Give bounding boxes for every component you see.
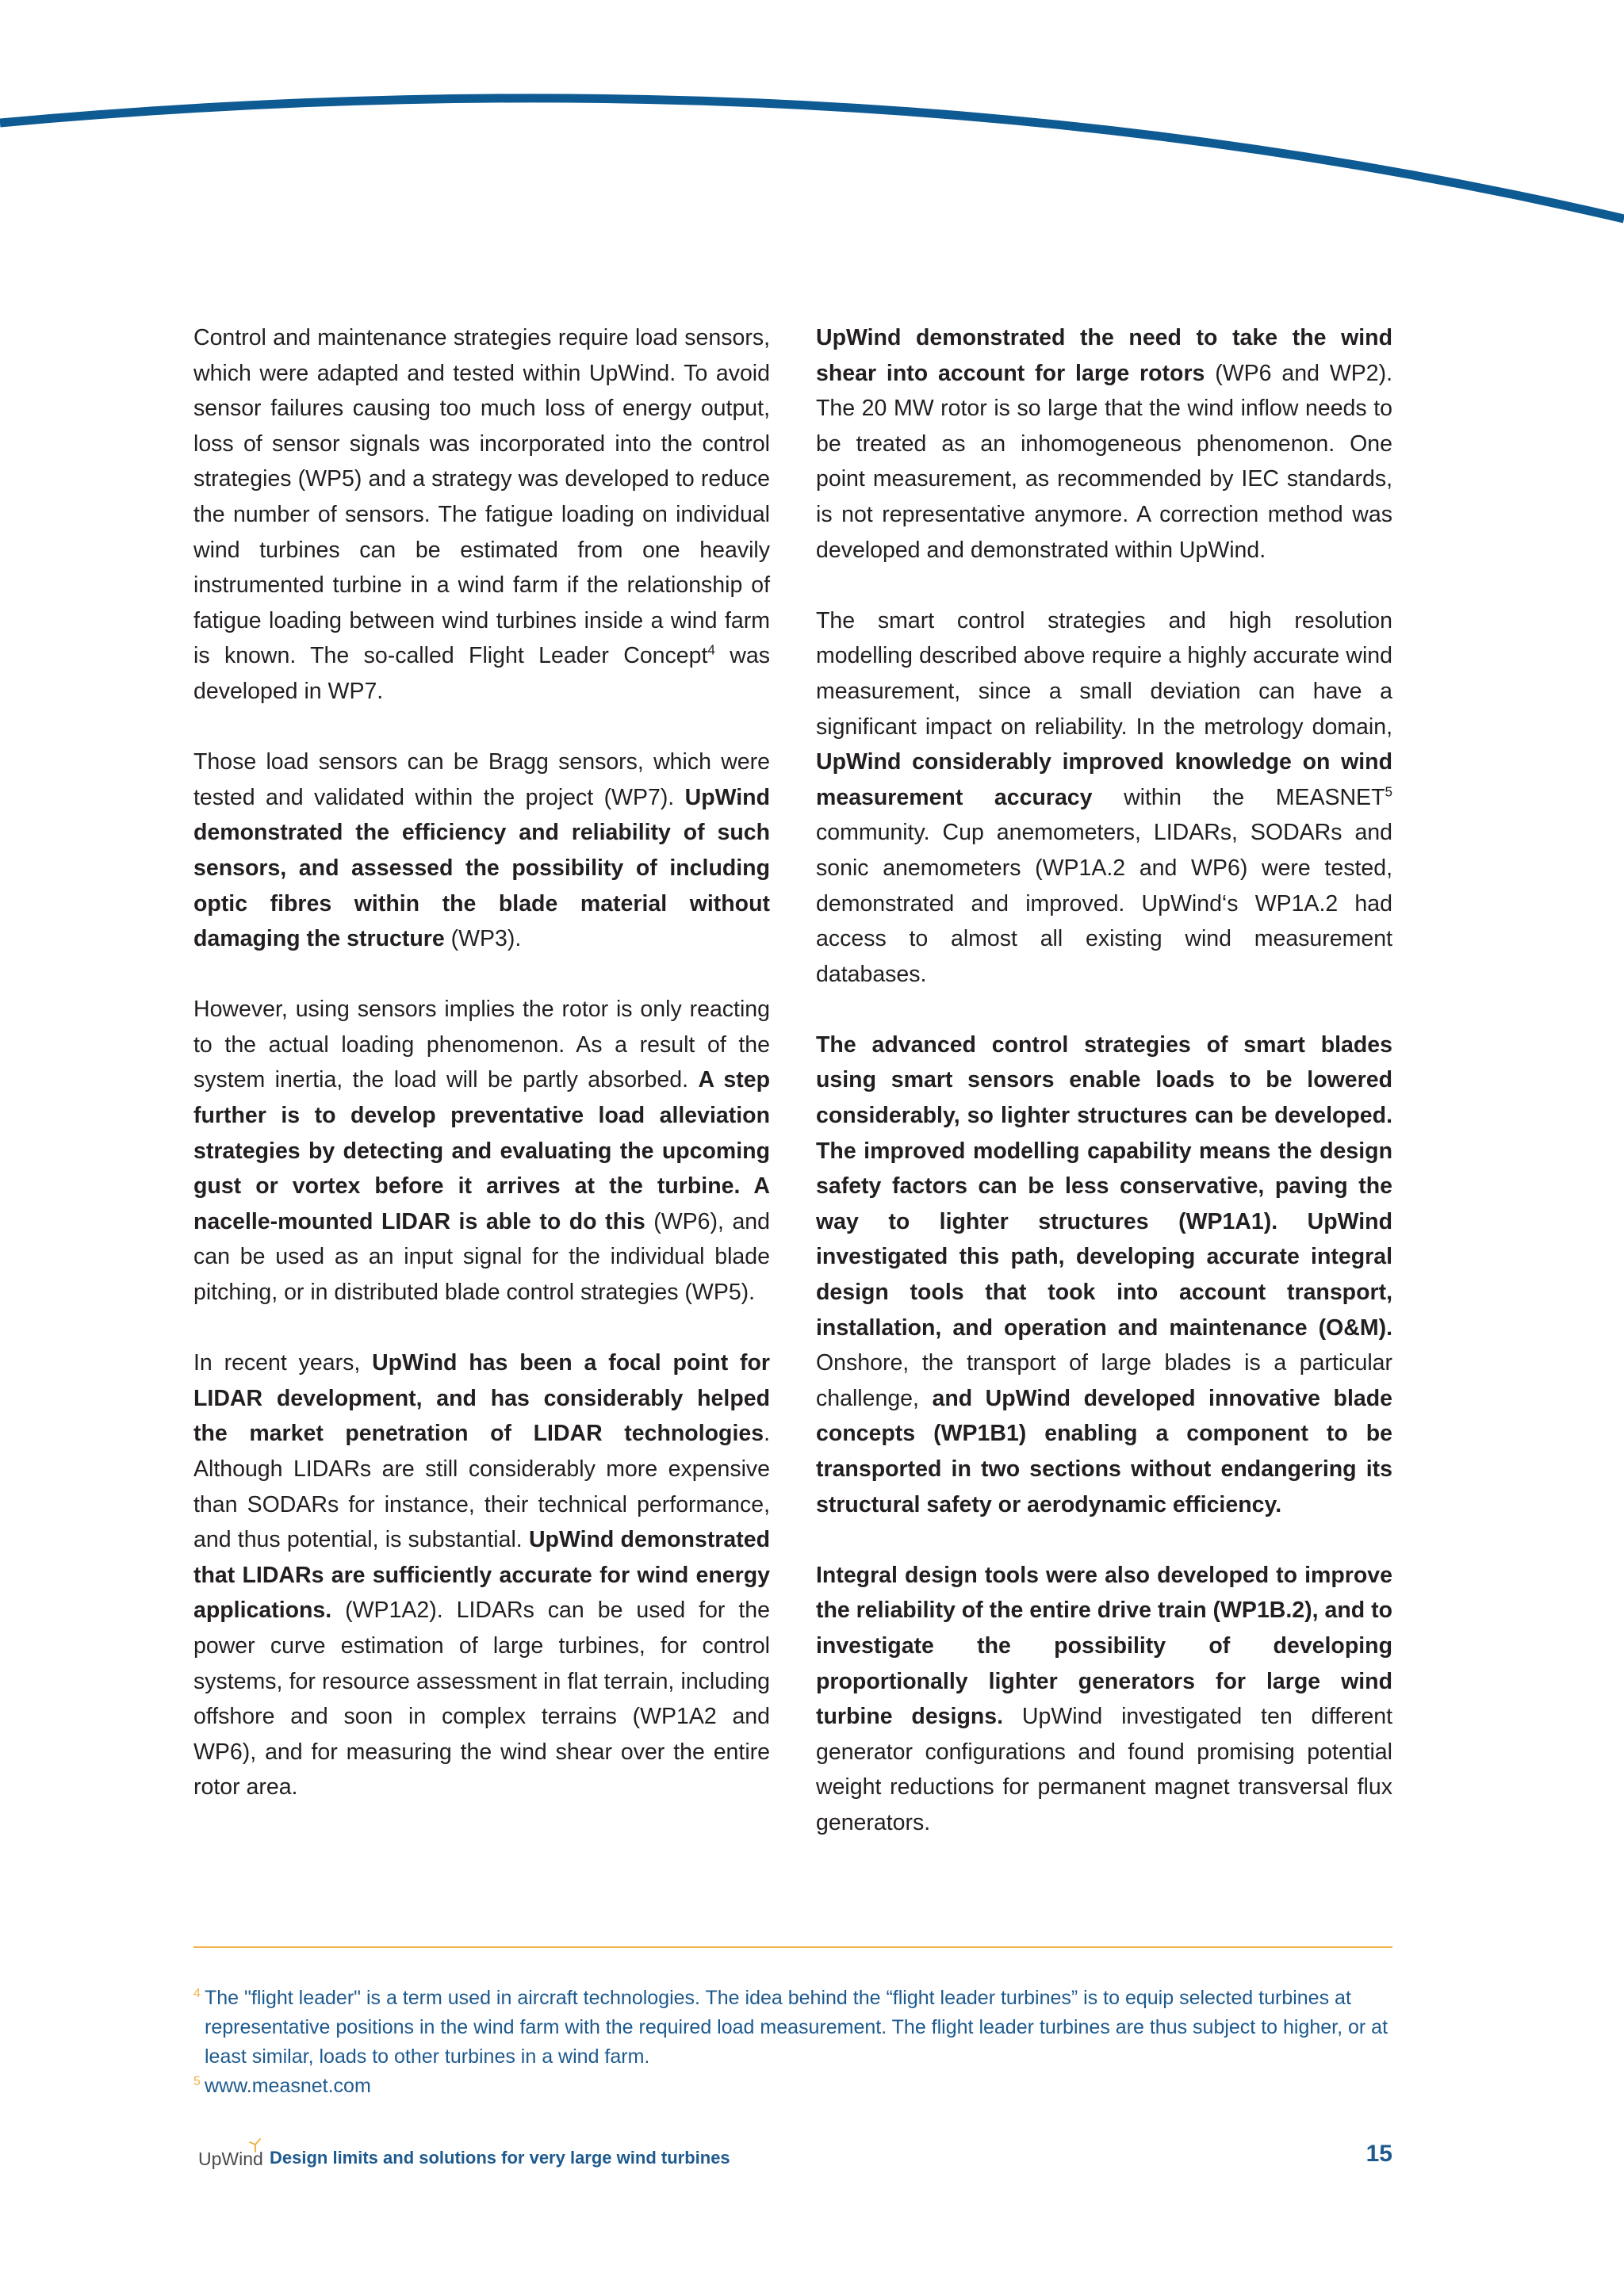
footnotes <box>193 1984 1399 2101</box>
footnote <box>193 2072 1399 2101</box>
paragraph: The advanced control strategies of smart blades using smart sensors enable loads to be lowered considerably, so lighter structures can be developed. The improved modelling capability means the design safety factors can be less conservative, paving the way to lighter structures (WP1A1). UpWind investigated this path, developing accurate integral design tools that took into account transport, installation, and operation and maintenance (O&M). Onshore, the transport of large blades is a particular challenge, and UpWind developed innovative blade concepts (WP1B1) enabling a component to be transported in two sections without endangering its structural safety or aerodynamic efficiency. <box>816 1031 1392 1517</box>
paragraph: Integral design tools were also developed to improve the reliability of the entire drive train (WP1B.2), and to investigate the possibility of developing proportionally lighter generators for large wind turbine designs. UpWind investigated ten different generator configurations and found promising potential weight reductions for permanent magnet transversal flux generators. <box>816 1562 1392 1835</box>
page-footer <box>197 2137 1392 2177</box>
paragraph: The smart control strategies and high resolution modelling described above require a highly accurate wind measurement, since a small deviation can have a significant impact on reliability. In the metrology domain, UpWind considerably improved knowledge on wind measurement accuracy within the MEASNET$^5$ community. Cup anemometers, LIDARs, SODARs and sonic anemometers (WP1A.2 and WP6) were tested, demonstrated and improved. UpWind‘s WP1A.2 had access to almost all existing wind measurement databases. <box>816 607 1392 987</box>
paragraph: However, using sensors implies the rotor is only reacting to the actual loading phenomenon. As a result of the system inertia, the load will be partly absorbed. A step further is to develop preventative load alleviation strategies by detecting and evaluating the upcoming gust or vortex before it arrives at the turbine. A nacelle-mounted LIDAR is able to do this (WP6), and can be used as an input signal for the individual blade pitching, or in distributed blade control strategies (WP5). <box>193 997 770 1306</box>
page-number: 15 <box>1365 2141 1392 2167</box>
footnote-ref: 5 <box>1385 784 1392 800</box>
header-arc-decoration <box>0 0 1624 254</box>
upwind-logo: UpWind <box>198 2149 263 2169</box>
footnote-number: 5 <box>193 2075 201 2088</box>
turbine-blade-icon <box>247 2137 263 2153</box>
footnote-ref: 4 <box>707 642 715 658</box>
footnote-number: 4 <box>193 1987 201 2000</box>
paragraph: UpWind demonstrated the need to take the wind shear into account for large rotors (WP6 and WP2). The 20 MW rotor is so large that the wind inflow needs to be treated as an inhomogeneous phenomenon. One point measurement, as recommended by IEC standards, is not representative anymore. A correction method was developed and demonstrated within UpWind. <box>816 325 1392 563</box>
paragraph: In recent years, UpWind has been a focal point for LIDAR development, and has considerably helped the market penetration of LIDAR technologies. Although LIDARs are still considerably more expensive than SODARs for instance, their technical performance, and thus potential, is substantial. UpWind demonstrated that LIDARs are sufficiently accurate for wind energy applications. (WP1A2). LIDARs can be used for the power curve estimation of large turbines, for control systems, for resource assessment in flat terrain, including offshore and soon in complex terrains (WP1A2 and WP6), and for measuring the wind shear over the entire rotor area. <box>193 1350 771 1800</box>
footnote <box>193 1984 1399 2072</box>
footnote-divider <box>193 1946 1392 1948</box>
left-text-column <box>193 320 770 1841</box>
right-text-column <box>816 320 1392 1876</box>
footnote-text: The "flight leader" is a term used in aircraft technologies. The idea behind the “flight leader turbines” is to equip selected turbines at representative positions in the wind farm with the required load measurement. The flight leader turbines are thus subject to higher, or at least similar, loads to other turbines in a wind farm. <box>205 1987 1388 2068</box>
footnote-link[interactable]: www.measnet.com <box>205 2075 371 2097</box>
document-title: Design limits and solutions for very large wind turbines <box>270 2148 730 2168</box>
paragraph: Control and maintenance strategies require load sensors, which were adapted and tested within UpWind. To avoid sensor failures causing too much loss of energy output, loss of sensor signals was incorporated into the control strategies (WP5) and a strategy was developed to reduce the number of sensors. The fatigue loading on individual wind turbines can be estimated from one heavily instrumented turbine in a wind farm if the relationship of fatigue loading between wind turbines inside a wind farm is known. The so-called Flight Leader Concept$^4$ was developed in WP7. <box>193 325 770 704</box>
paragraph: Those load sensors can be Bragg sensors, which were tested and validated within the project (WP7). UpWind demonstrated the efficiency and reliability of such sensors, and assessed the possibility of including optic fibres within the blade material without damaging the structure (WP3). <box>193 749 770 952</box>
